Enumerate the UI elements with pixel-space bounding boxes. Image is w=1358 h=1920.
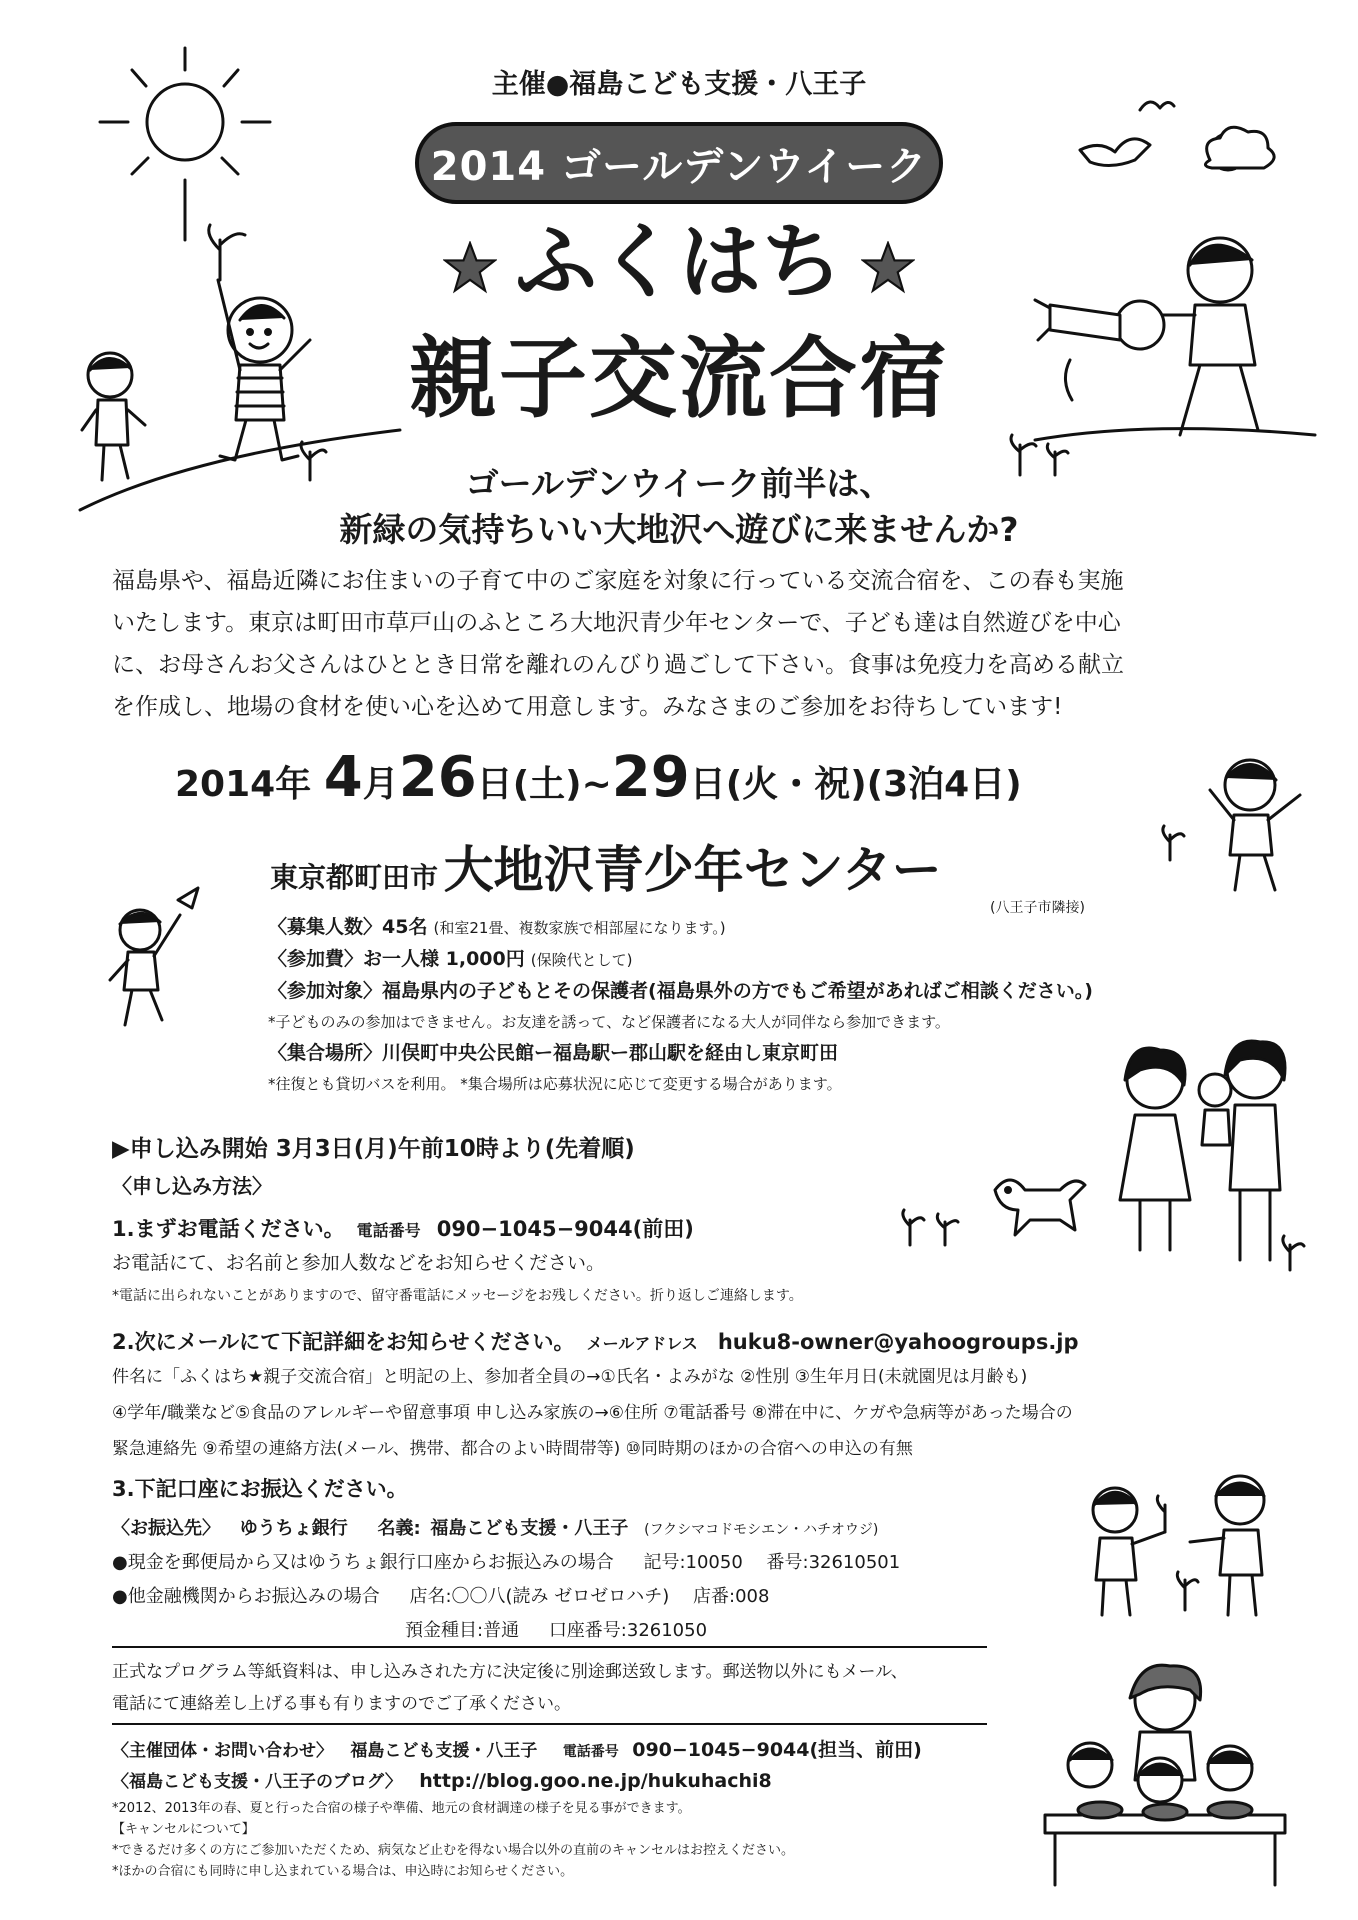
fee-label: 〈参加費〉	[268, 948, 364, 970]
fee-value: お一人様 1,000円	[363, 948, 525, 970]
event-details	[268, 912, 1093, 1100]
meeting-label: 〈集合場所〉	[268, 1042, 383, 1064]
step2-line: 緊急連絡先 ⑨希望の連絡方法(メール、携帯、都合のよい時間帯等) ⑩同時期のほかの合宿への申込の有無	[112, 1439, 913, 1459]
application-start: ▶申し込み開始 3月3日(月)午前10時より(先着順)	[112, 1136, 635, 1162]
intro-line: を作成し、地場の食材を使い心を込めて用意します。みなさまのご参加をお待ちしています!	[112, 694, 1063, 720]
star-icon	[443, 241, 497, 295]
meeting-row	[268, 1038, 1093, 1069]
step2-title: 2.次にメールにて下記詳細をお知らせください。	[112, 1330, 575, 1354]
bank-row3-account: 口座番号:3261050	[548, 1620, 708, 1641]
contact-row	[112, 1735, 922, 1762]
step1-title: 1.まずお電話ください。	[112, 1217, 345, 1241]
venue-note: (八王子市隣接)	[990, 900, 1085, 916]
family-eating-illustration	[1030, 1660, 1300, 1890]
step1-text: お電話にて、お名前と参加人数などをお知らせください。	[112, 1252, 606, 1274]
organizer-line: 主催●福島こども支援・八王子	[491, 69, 867, 100]
intro-line: に、お母さんお父さんはひととき日常を離れのんびり過ごして下さい。食事は免疫力を高める献立	[112, 652, 1124, 678]
target-value: 福島県内の子どもとその保護者(福島県外の方でもご希望があればご相談ください。)	[382, 980, 1093, 1002]
date-end-day: 29	[611, 745, 690, 810]
contact-label: 〈主催団体・お問い合わせ〉	[112, 1741, 333, 1761]
child-with-paper-plane-illustration	[100, 880, 230, 1030]
star-icon	[861, 241, 915, 295]
intro-line: いたします。東京は町田市草戸山のふところ大地沢青少年センターで、子ども達は自然遊びを中心	[112, 610, 1121, 636]
date-end-day-unit: 日	[689, 764, 726, 805]
bank-row1-code: 記号:10050	[643, 1552, 743, 1573]
method-heading: 〈申し込み方法〉	[112, 1174, 272, 1198]
catchcopy-line-1: ゴールデンウイーク前半は、	[465, 464, 893, 503]
step1-phone: 090−1045−9044(前田)	[436, 1217, 694, 1241]
step1-heading	[112, 1213, 694, 1243]
fee-note: (保険代として)	[530, 951, 633, 969]
blog-url[interactable]: http://blog.goo.ne.jp/hukuhachi8	[419, 1770, 772, 1792]
notice-line: 正式なプログラム等紙資料は、申し込みされた方に決定後に別途郵送致します。郵送物以外にもメール、	[112, 1662, 908, 1682]
title-main-text: ふくはち	[514, 215, 843, 310]
catchcopy-line-2: 新緑の気持ちいい大地沢へ遊びに来ませんか?	[339, 510, 1019, 549]
bank-name: ゆうちょ銀行	[239, 1518, 348, 1539]
step2-line: ④学年/職業など⑤食品のアレルギーや留意事項 申し込み家族の→⑥住所 ⑦電話番号 ⑧滞在中に、ケガや急病等があった場合の	[112, 1403, 1073, 1423]
mothers-and-children-illustration	[1100, 1030, 1320, 1300]
blog-note: *2012、2013年の春、夏と行った合宿の様子や準備、地元の食材調達の様子を見る事ができます。	[112, 1801, 691, 1816]
bank-row-3	[405, 1616, 707, 1642]
fee-row	[268, 944, 1093, 976]
divider	[112, 1646, 987, 1648]
meeting-note: *往復とも貸切バスを利用。 *集合場所は応募状況に応じて変更する場合があります。	[268, 1075, 842, 1093]
title-line-1	[0, 215, 1358, 310]
capacity-row	[268, 912, 1093, 944]
divider	[112, 1723, 987, 1725]
bank-row3-type: 預金種目:普通	[405, 1620, 520, 1641]
bank-row-2	[112, 1582, 769, 1608]
step2-mail-label: メールアドレス	[586, 1334, 698, 1353]
cancel-heading: 【キャンセルについて】	[112, 1822, 255, 1837]
intro-line: 福島県や、福島近隣にお住まいの子育て中のご家庭を対象に行っている交流合宿を、この春も実施	[112, 568, 1124, 594]
step2-line: 件名に「ふくはち★親子交流合宿」と明記の上、参加者全員の→①氏名・よみがな ②性別 ③生年月日(未就園児は月齢も)	[112, 1367, 1028, 1387]
title-line-2: 親子交流合宿	[408, 327, 949, 430]
date-start-weekday: (土)	[512, 764, 582, 805]
contact-org: 福島こども支援・八王子	[350, 1741, 538, 1761]
event-banner	[415, 122, 943, 204]
step1-note: *電話に出られないことがありますので、留守番電話にメッセージをお残しください。折り返しご連絡します。	[112, 1288, 803, 1304]
bird-and-clouds-illustration	[1050, 90, 1300, 210]
date-day-unit: 日	[476, 764, 513, 805]
date-start-day: 26	[398, 745, 477, 810]
contact-phone: 090−1045−9044(担当、前田)	[632, 1739, 922, 1761]
holder-name: 福島こども支援・八王子	[430, 1518, 629, 1539]
intro-paragraph	[112, 560, 1237, 728]
blog-label: 〈福島こども支援・八王子のブログ〉	[112, 1772, 402, 1792]
capacity-note: (和室21畳、複数家族で相部屋になります。)	[433, 919, 726, 937]
bank-info-row	[112, 1514, 878, 1540]
bank-row2-text: ●他金融機関からお振込みの場合	[112, 1586, 380, 1607]
venue-name: 大地沢青少年センター	[443, 841, 942, 899]
date-tilde: ~	[581, 764, 612, 805]
step3-title: 3.下記口座にお振込ください。	[112, 1477, 408, 1501]
step1-phone-label: 電話番号	[356, 1221, 421, 1240]
cancel-note: *できるだけ多くの方にご参加いただくため、病気など止むを得ない場合以外の直前のキャンセルはお控えください。	[112, 1843, 794, 1858]
meeting-value: 川俣町中央公民館ー福島駅ー郡山駅を経由し東京町田	[382, 1042, 839, 1064]
step2-heading	[112, 1326, 1079, 1356]
children-with-plants-illustration	[1070, 1460, 1300, 1630]
cancel-note: *ほかの合宿にも同時に申し込まれている場合は、申込時にお知らせください。	[112, 1864, 574, 1879]
capacity-label: 〈募集人数〉	[268, 916, 383, 938]
venue-city: 東京都町田市	[270, 861, 439, 894]
step2-mail: huku8-owner@yahoogroups.jp	[717, 1330, 1079, 1354]
holder-label: 名義:	[377, 1518, 421, 1539]
bank-row2-branch: 店名:〇〇八(読み ゼロゼロハチ)	[409, 1586, 670, 1607]
date-year: 2014年	[175, 764, 312, 805]
bank-row2-branch-no: 店番:008	[693, 1586, 770, 1607]
bank-row1-text: ●現金を郵便局から又はゆうちょ銀行口座からお振込みの場合	[112, 1552, 614, 1573]
target-note: *子どものみの参加はできません。お友達を誘って、など保護者になる大人が同伴なら参加できます。	[268, 1013, 950, 1031]
bank-row-1	[112, 1548, 900, 1574]
dog-and-sprouts-illustration	[900, 1150, 1100, 1260]
bank-label: 〈お振込先〉	[112, 1518, 220, 1539]
target-row	[268, 976, 1093, 1007]
contact-phone-label: 電話番号	[562, 1744, 619, 1760]
date-month-unit: 月	[362, 764, 399, 805]
date-end-weekday: (火・祝)	[725, 764, 867, 805]
holder-kana: (フクシマコドモシエン・ハチオウジ)	[644, 1522, 879, 1538]
event-banner-text: 2014 ゴールデンウイーク	[430, 143, 928, 190]
capacity-value: 45名	[382, 916, 428, 938]
child-jumping-illustration	[1140, 750, 1320, 900]
date-duration: (3泊4日)	[866, 764, 1022, 805]
event-date	[175, 745, 1022, 810]
target-label: 〈参加対象〉	[268, 980, 383, 1002]
date-start-month: 4	[323, 745, 363, 810]
bank-row1-number: 番号:32610501	[766, 1552, 901, 1573]
notice-line: 電話にて連絡差し上げる事も有りますのでご了承ください。	[112, 1694, 571, 1714]
venue	[270, 830, 942, 902]
blog-row	[112, 1767, 772, 1792]
